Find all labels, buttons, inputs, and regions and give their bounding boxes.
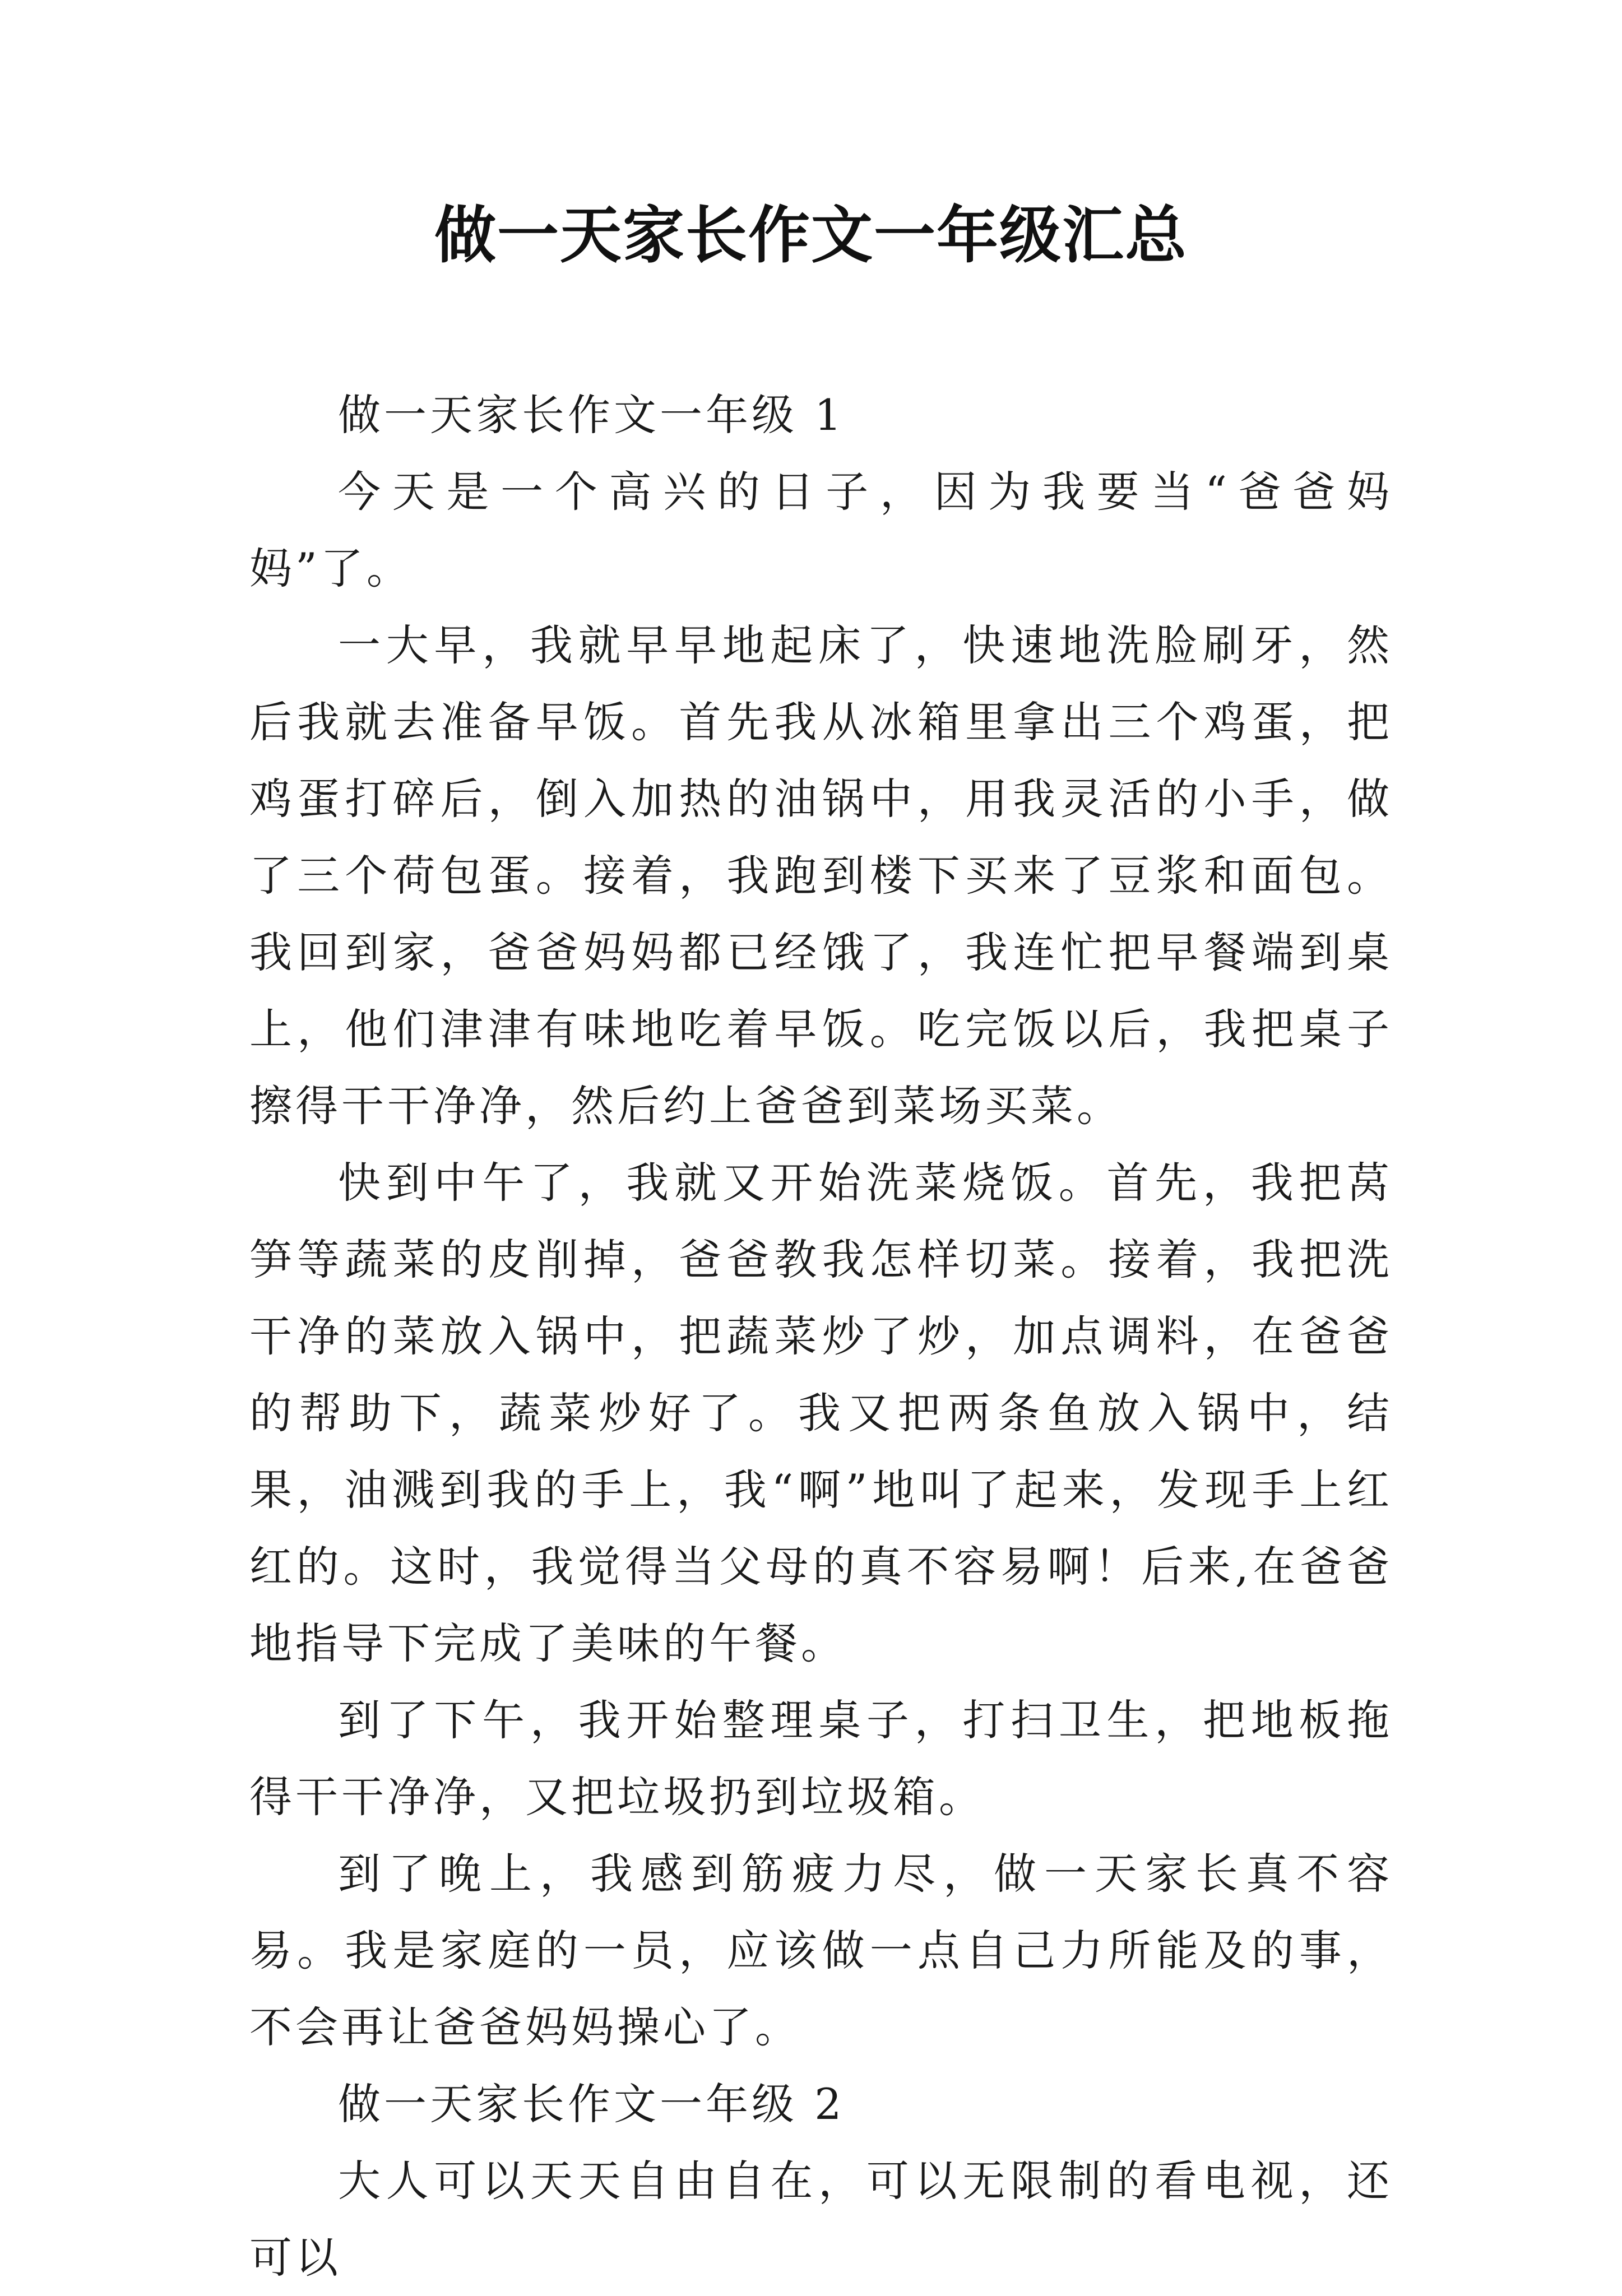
- paragraph: 大人可以天天自由自在，可以无限制的看电视，还可以: [249, 2156, 1393, 2283]
- document-body: [249, 377, 1393, 2296]
- essay-heading-1: 做一天家长作文一年级 1: [338, 390, 845, 440]
- paragraph: 快到中午了，我就又开始洗菜烧饭。首先，我把莴笋等蔬菜的皮削掉，爸爸教我怎样切菜。接着，我把洗干净的菜放入锅中，把蔬菜炒了炒，加点调料，在爸爸的帮助下，蔬菜炒好了。我又把两条鱼放入锅中，结果，油溅到我的手上，我“啊”地叫了起来，发现手上红红的。这时，我觉得当父母的真不容易啊！后来,在爸爸地指导下完成了美味的午餐。: [249, 1158, 1393, 1668]
- paragraph: 到了晚上，我感到筋疲力尽，做一天家长真不容易。我是家庭的一员，应该做一点自己力所能及的事，不会再让爸爸妈妈操心了。: [249, 1849, 1393, 2052]
- essay-heading-2: 做一天家长作文一年级 2: [338, 2079, 845, 2129]
- document-title: 做一天家长作文一年级汇总: [434, 200, 1188, 271]
- paragraph: 今天是一个高兴的日子，因为我要当“爸爸妈妈”了。: [249, 467, 1393, 593]
- paragraph: 一大早，我就早早地起床了，快速地洗脸刷牙，然后我就去准备早饭。首先我从冰箱里拿出三个鸡蛋，把鸡蛋打碎后，倒入加热的油锅中，用我灵活的小手，做了三个荷包蛋。接着，我跑到楼下买来了豆浆和面包。我回到家，爸爸妈妈都已经饿了，我连忙把早餐端到桌上，他们津津有味地吃着早饭。吃完饭以后，我把桌子擦得干干净净，然后约上爸爸到菜场买菜。: [249, 620, 1393, 1131]
- paragraph: 到了下午，我开始整理桌子，打扫卫生，把地板拖得干干净净，又把垃圾扔到垃圾箱。: [249, 1695, 1393, 1822]
